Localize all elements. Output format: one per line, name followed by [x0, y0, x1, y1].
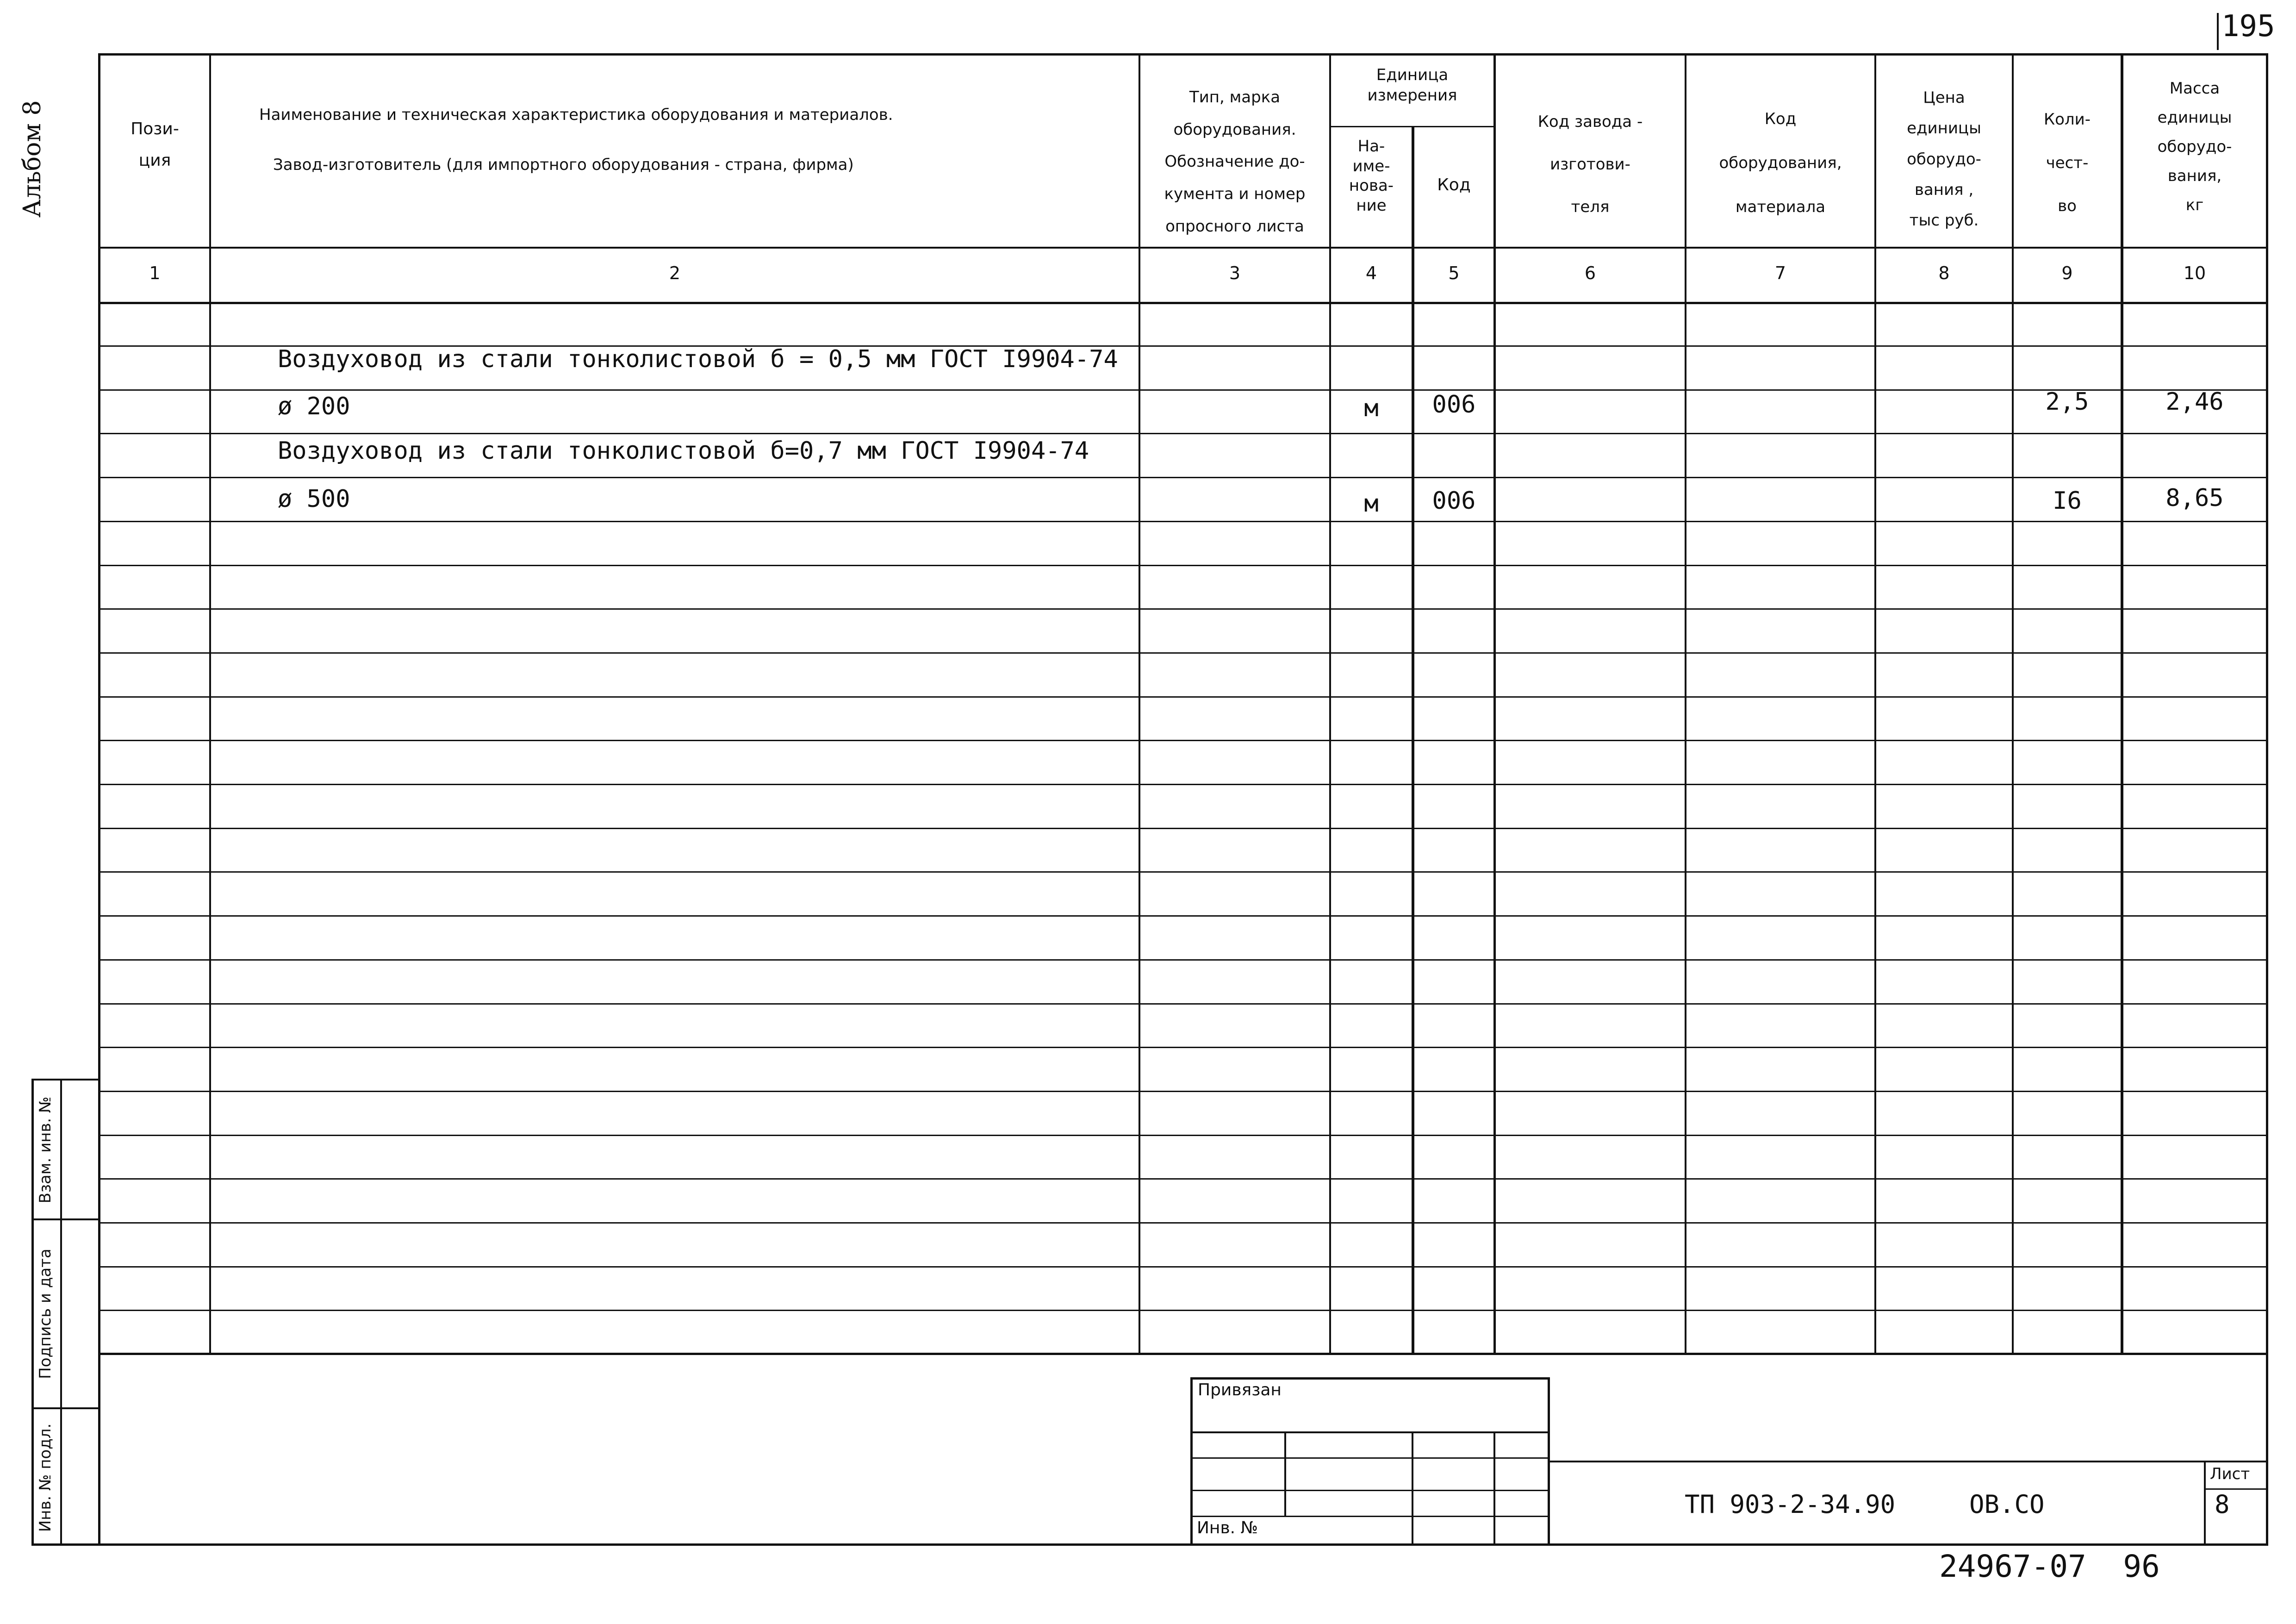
side-label-inv-podl: Инв. № подл.	[36, 1423, 55, 1532]
row-line	[98, 1266, 2268, 1268]
row-4-code: 006	[1432, 487, 1476, 515]
row-line	[98, 1178, 2268, 1180]
stamp-left	[1190, 1377, 1193, 1546]
row-1-name: Воздуховод из стали тонколистовой б = 0,5 мм ГОСТ I9904-74	[278, 345, 1118, 373]
header-bottom	[98, 247, 2268, 249]
row-line	[98, 565, 2268, 566]
header-quantity: Коли- чест- во	[2043, 110, 2091, 215]
sheet-box-mid	[2204, 1488, 2268, 1490]
row-line	[98, 828, 2268, 829]
stamp-v1	[1284, 1431, 1286, 1517]
title-line	[1548, 1461, 2268, 1462]
row-line	[98, 871, 2268, 873]
sheet-box-left	[2204, 1461, 2206, 1546]
sheet-number: 8	[2215, 1490, 2230, 1519]
album-label: Альбом 8	[19, 100, 46, 218]
stamp-v2	[1412, 1431, 1413, 1546]
header-price: Цена единицы оборудо- вания , тыс руб.	[1907, 88, 1981, 230]
header-factory-code: Код завода - изготови- теля	[1537, 112, 1643, 216]
col-line-7	[1874, 53, 1876, 1354]
row-4-mass: 8,65	[2165, 484, 2224, 512]
col-num-8: 8	[1938, 263, 1950, 283]
col-line-3	[1329, 53, 1331, 1354]
frame-bottom	[31, 1543, 2268, 1546]
col-line-6	[1685, 53, 1686, 1354]
col-line-5	[1493, 53, 1496, 1354]
col-num-5: 5	[1448, 263, 1460, 283]
stamp-privyazan: Привязан	[1198, 1380, 1282, 1399]
header-unit-group: Единица измерения	[1367, 66, 1457, 105]
row-4-qty: I6	[2053, 487, 2082, 515]
row-line	[98, 652, 2268, 654]
col-line-10	[2266, 53, 2268, 1546]
col-num-10: 10	[2183, 263, 2206, 283]
col-line-1	[209, 53, 211, 1354]
row-line	[98, 389, 2268, 391]
header-unit-name: На- име- нова- ние	[1349, 137, 1394, 215]
side-label-vzam: Взам. инв. №	[36, 1096, 55, 1204]
row-line	[98, 959, 2268, 961]
col-line-2	[1139, 53, 1140, 1354]
col-num-2: 2	[669, 263, 681, 283]
row-line	[98, 1310, 2268, 1311]
col-line-4	[1412, 126, 1414, 1354]
row-line	[98, 608, 2268, 610]
table-top	[98, 53, 2268, 56]
header-mass: Масса единицы оборудо- вания, кг	[2157, 79, 2232, 214]
col-num-7: 7	[1774, 263, 1786, 283]
row-line	[98, 1222, 2268, 1224]
row-line	[98, 1091, 2268, 1092]
col-num-4: 4	[1365, 263, 1377, 283]
numbers-bottom	[98, 302, 2268, 304]
row-line	[98, 696, 2268, 698]
page-number: 195	[2221, 9, 2275, 44]
row-line	[98, 915, 2268, 917]
header-type: Тип, марка оборудования. Обозначение до- кумента и номер опросного листа	[1164, 88, 1306, 236]
table-body-bottom	[98, 1353, 2268, 1355]
row-line	[98, 1047, 2268, 1048]
row-4-name: ø 500	[278, 485, 350, 513]
header-position: Пози- ция	[131, 119, 179, 170]
row-line	[98, 1135, 2268, 1136]
col-num-1: 1	[149, 263, 161, 283]
side-strip-left	[31, 1079, 34, 1546]
stamp-inv-no: Инв. №	[1197, 1518, 1258, 1537]
col-num-3: 3	[1229, 263, 1241, 283]
row-2-name: ø 200	[278, 393, 350, 420]
row-4-unit: м	[1364, 490, 1379, 518]
col-line-9	[2121, 53, 2123, 1354]
row-line	[98, 477, 2268, 478]
row-2-code: 006	[1432, 391, 1476, 418]
bottom-number: 24967-07 96	[1939, 1549, 2160, 1584]
col-num-6: 6	[1584, 263, 1596, 283]
stamp-top	[1190, 1377, 1549, 1380]
row-line	[98, 784, 2268, 785]
header-name-line1: Наименование и техническая характеристика оборудования и материалов.	[259, 106, 893, 124]
side-strip-mid	[60, 1079, 62, 1546]
row-line	[98, 1003, 2268, 1005]
sheet-label: Лист	[2210, 1465, 2250, 1483]
header-name-line2: Завод-изготовитель (для импортного оборудования - страна, фирма)	[273, 156, 854, 174]
doc-code: ТП 903-2-34.90	[1685, 1490, 1896, 1519]
col-num-9: 9	[2061, 263, 2073, 283]
row-line	[98, 740, 2268, 741]
row-3-name: Воздуховод из стали тонколистовой б=0,7 мм ГОСТ I9904-74	[278, 437, 1089, 465]
page-number-mark	[2217, 13, 2219, 50]
stamp-v3	[1493, 1431, 1495, 1546]
row-2-unit: м	[1364, 394, 1379, 422]
header-equipment-code: Код оборудования, материала	[1719, 110, 1842, 217]
row-line	[98, 433, 2268, 434]
side-label-podpis: Подпись и дата	[36, 1249, 55, 1379]
row-2-qty: 2,5	[2045, 388, 2089, 416]
doc-mark: ОВ.СО	[1969, 1490, 2045, 1519]
header-unit-code: Код	[1437, 175, 1471, 194]
col-line-8	[2012, 53, 2014, 1354]
row-2-mass: 2,46	[2165, 388, 2224, 416]
row-line	[98, 521, 2268, 522]
